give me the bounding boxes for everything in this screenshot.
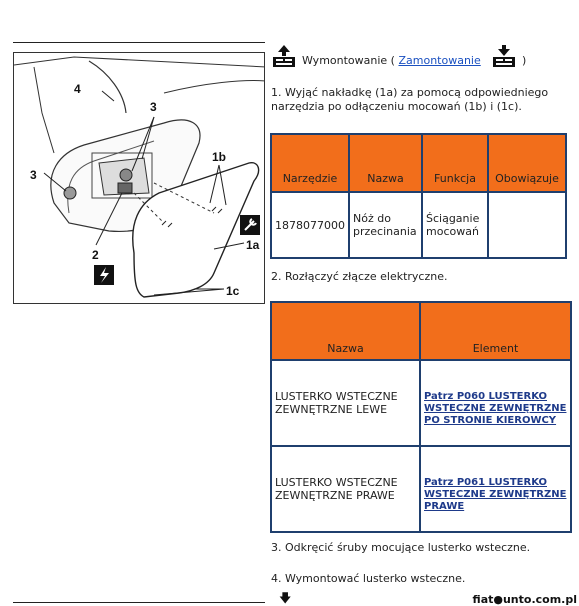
remove-up-arrow-icon — [271, 44, 297, 68]
parts-table — [270, 301, 572, 533]
tool-function-cell: Ściąganie mocowań — [422, 192, 488, 258]
callout-1b: 1b — [212, 150, 227, 164]
header-prefix: Wymontowanie ( — [302, 54, 399, 67]
table-row — [271, 446, 571, 532]
callout-4: 4 — [74, 82, 81, 96]
header-cell-name: Nazwa — [349, 134, 422, 192]
header-cell-function: Funkcja — [422, 134, 488, 192]
site-watermark: fiat●unto.com.pl — [472, 593, 577, 606]
callout-3-top: 3 — [150, 100, 157, 114]
callout-1c: 1c — [226, 284, 240, 298]
section-header — [271, 44, 576, 72]
install-down-arrow-icon — [491, 44, 517, 68]
header-suffix: ) — [522, 54, 527, 67]
down-arrow-icon[interactable]: 🡇 — [279, 591, 292, 605]
header-cell-tool: Narzędzie — [271, 134, 349, 192]
part-link-cell — [420, 446, 571, 532]
step-2-text: 2. Rozłączyć złącze elektryczne. — [271, 270, 448, 283]
exploded-view-figure — [13, 52, 265, 304]
table-row — [271, 192, 566, 258]
part-reference-link[interactable]: Patrz P060 LUSTERKO WSTECZNE ZEWNĘTRZNE PO STRONIE KIEROWCY — [424, 391, 567, 426]
top-divider — [13, 42, 265, 43]
step-3-text: 3. Odkręcić śruby mocujące lusterko wsteczne. — [271, 541, 531, 554]
table-row — [271, 360, 571, 446]
tool-applies-cell — [488, 192, 566, 258]
table-header-row — [271, 302, 571, 360]
tool-name-cell: Nóż do przecinania — [349, 192, 422, 258]
table-header-row — [271, 134, 566, 192]
part-reference-link[interactable]: Patrz P061 LUSTERKO WSTECZNE ZEWNĘTRZNE PRAWE — [424, 477, 567, 512]
header-cell-part-name: Nazwa — [271, 302, 420, 360]
step-4-text: 4. Wymontować lusterko wsteczne. — [271, 572, 466, 585]
part-name-cell: LUSTERKO WSTECZNE ZEWNĘTRZNE LEWE — [271, 360, 420, 446]
callout-2: 2 — [92, 248, 99, 262]
mirror-cover-drawing — [14, 53, 265, 304]
tool-code-cell: 1878077000 — [271, 192, 349, 258]
header-cell-applies: Obowiązuje — [488, 134, 566, 192]
bottom-divider — [13, 602, 265, 603]
tools-table — [270, 133, 567, 259]
electrical-warning-icon — [94, 265, 114, 285]
header-text — [302, 54, 481, 67]
callout-1a: 1a — [246, 238, 260, 252]
part-name-cell: LUSTERKO WSTECZNE ZEWNĘTRZNE PRAWE — [271, 446, 420, 532]
callout-3-left: 3 — [30, 168, 37, 182]
step-1-text: 1. Wyjąć nakładkę (1a) za pomocą odpowiedniego narzędzia po odłączeniu mocowań (1b) i (1c). — [271, 86, 549, 113]
part-link-cell — [420, 360, 571, 446]
install-link[interactable]: Zamontowanie — [398, 54, 481, 67]
wrench-icon — [240, 215, 260, 235]
header-cell-element: Element — [420, 302, 571, 360]
